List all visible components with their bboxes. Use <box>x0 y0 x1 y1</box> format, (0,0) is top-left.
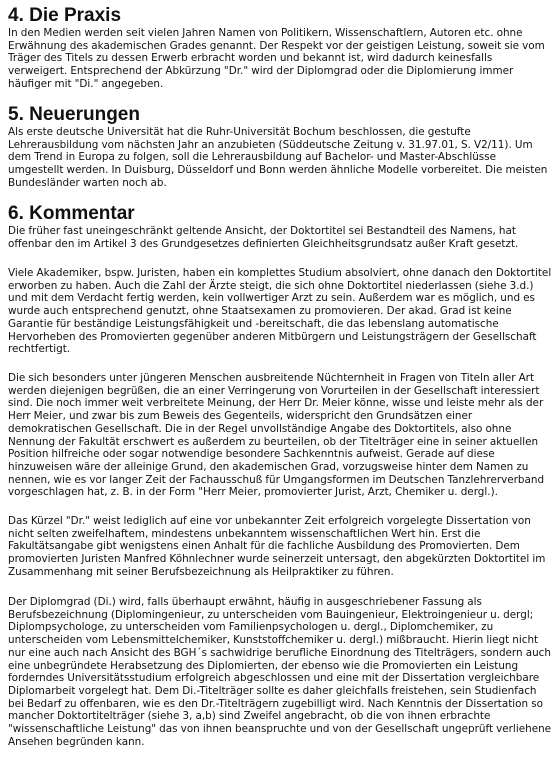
paragraph-neuerungen: Als erste deutsche Universität hat die Ruhr-Universität Bochum beschlossen, die gestufte Lehrerausbildung vom nächsten Jahr an anzubieten (Süddeutsche Zeitung v. 31.97.01, S. V2/11). Um dem Trend in Europa zu folgen, soll die Lehrerausbildung auf Bachelor- und Master-Abschlüsse umgestellt werden. In Duisburg, Düsseldorf und Bonn werden ähnliche Modelle vorbereitet. Die meisten Bundesländer warten noch ab. <box>8 126 548 189</box>
paragraph-kommentar-4: Das Kürzel "Dr." weist lediglich auf eine vor unbekannter Zeit erfolgreich vorgelegte Dissertation von nicht selten zweifelhaftem, mindestens unbekanntem wissenschaftlichen Wert hin. Erst die Fakultätsangabe gibt wenigstens einen Anhalt für die fachliche Ausbildung des Promovierten. Dem promovierten Juristen Manfred Köhnlechner wurde seinerzeit untersagt, den abgekürzten Doktortitel im Zusammenhang mit seiner Berufsbezeichnung als Heilpraktiker zu führen. <box>8 515 546 578</box>
paragraph-kommentar-5: Der Diplomgrad (Di.) wird, falls überhaupt erwähnt, häufig in ausgeschriebener Fassung als Berufsbezeichnung (Diplomingenieur, zu unterscheiden vom Bauingenieur, Elektroingenieur u. dergl; Diplompsychologe, zu unterscheiden vom Familienpsychologen u. dergl., Diplomchemiker, zu unterscheiden vom Lebensmittelchemiker, Kunststoffchemiker u. dergl.) mißbraucht. Hierin liegt nicht nur eine auch nach Ansicht des BGH´s sachwidrige berufliche Einordnung des Titelträgers, sondern auch eine unbegründete Herabsetzung des Diplomierten, der ebenso wie die Promovierten ein Leistung forderndes Universitätsstudium erfolgreich abgeschlossen und eine mit der Dissertation vergleichbare Diplomarbeit vorgelegt hat. Dem Di.-Titelträger sollte es daher gleichfalls freistehen, sein Studienfach bei Bedarf zu offenbaren, wie es den Dr.-Titelträgern zugebilligt wird. Nach Kenntnis der Dissertation so mancher Doktortitelträger (siehe 3, a,b) sind Zweifel angebracht, ob die von ihnen erbrachte "wissenschaftliche Leistung" das von ihnen beanspruchte und von der Gesellschaft ungeprüft verliehene Ansehen begründen kann. <box>8 596 552 748</box>
heading-kommentar: 6. Kommentar <box>8 203 135 224</box>
heading-neuerungen: 5. Neuerungen <box>8 104 140 125</box>
paragraph-kommentar-2: Viele Akademiker, bspw. Juristen, haben ein komplettes Studium absolviert, ohne danach den Doktortitel erworben zu haben. Auch die Zahl der Ärzte steigt, die sich ohne Doktortitel niederlassen (siehe 3.d.) und mit dem Verdacht fertig werden, kein vollwertiger Arzt zu sein. Außerdem war es möglich, und es wurde auch entsprechend genutzt, ohne Staatsexamen zu promovieren. Der akad. Grad ist keine Garantie für beständige Leistungsfähigkeit und -bereitschaft, die das lebenslang automatische Hervorheben des Promovierten gegenüber anderen Mitbürgern und Leistungsträgern der Gesellschaft rechtfertigt. <box>8 267 552 356</box>
section-praxis <box>8 5 552 27</box>
paragraph-kommentar-1: Die früher fast uneingeschränkt geltende Ansicht, der Doktortitel sei Bestandteil des Namens, hat offenbar den im Artikel 3 des Grundgesetzes definierten Gleichheitsgrundsatz außer Kraft gesetzt. <box>8 225 519 250</box>
paragraph-kommentar-3: Die sich besonders unter jüngeren Menschen ausbreitende Nüchternheit in Fragen von Titeln aller Art werden diejenigen begrüßen, die an einer Verringerung von Vorurteilen in der Gesellschaft interessiert sind. Die noch immer weit verbreitete Meinung, der Herr Dr. Meier könne, wisse und leiste mehr als der Herr Meier, und zwar bis zum Beweis des Gegenteils, widerspricht den Grundsätzen einer demokratischen Gesellschaft. Die in der Regel unvollständige Angabe des Doktortitels, also ohne Nennung der Fakultät erschwert es außerdem zu beurteilen, ob der Titelträger eine in seiner aktuellen Position hilfreiche oder sogar notwendige besondere Sachkenntnis aufweist. Gerade auf diese hinzuweisen wäre der alleinige Grund, den akademischen Grad, vorzugsweise hinter dem Namen zu nennen, wie es vor langer Zeit der Fachausschuß für Umgangsformen im Deutschen Tanzlehrerverband vorgeschlagen hat, z. B. in der Form "Herr Meier, promovierter Jurist, Arzt, Chemiker u. dergl.). <box>8 372 545 499</box>
heading-praxis: 4. Die Praxis <box>8 5 122 26</box>
section-neuerungen <box>8 104 552 126</box>
paragraph-praxis: In den Medien werden seit vielen Jahren Namen von Politikern, Wissenschaftlern, Autoren etc. ohne Erwähnung des akademischen Grades genannt. Der Respekt vor der geistigen Leistung, soweit sie vom Träger des Titels zu dessen Erwerb erbracht worden und bekannt ist, wird dadurch keinesfalls verweigert. Entsprechend der Abkürzung "Dr." wird der Diplomgrad oder die Diplomierung immer häufiger mit "Di." angegeben. <box>8 27 545 90</box>
section-kommentar <box>8 203 552 225</box>
